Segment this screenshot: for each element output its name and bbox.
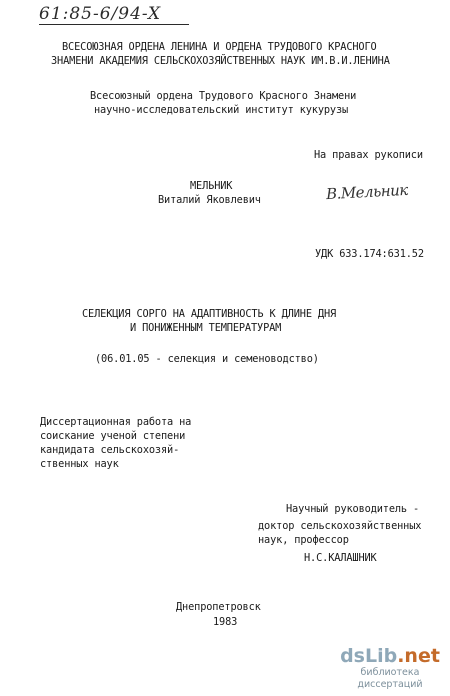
specialty-code: (06.01.05 - селекция и семеноводство)	[95, 353, 319, 365]
title-line-1: СЕЛЕКЦИЯ СОРГО НА АДАПТИВНОСТЬ К ДЛИНЕ ДНЯ	[82, 308, 337, 320]
author-surname: МЕЛЬНИК	[190, 180, 233, 192]
header-line-2: ЗНАМЕНИ АКАДЕМИЯ СЕЛЬСКОХОЗЯЙСТВЕННЫХ НАУК ИМ.В.И.ЛЕНИНА	[51, 55, 390, 67]
archive-code-underline	[39, 24, 189, 25]
author-signature: В.Мельник	[325, 180, 409, 204]
dissertation-line-2: соискание ученой степени	[40, 430, 186, 442]
dissertation-line-1: Диссертационная работа на	[40, 416, 192, 428]
dissertation-line-4: ственных наук	[40, 458, 119, 470]
site-watermark	[340, 645, 440, 691]
supervisor-name: Н.С.КАЛАШНИК	[304, 552, 377, 564]
watermark-logo-prefix: dsLib	[340, 645, 398, 667]
dissertation-line-3: кандидата сельскохозяй-	[40, 444, 180, 456]
watermark-logo	[340, 645, 440, 667]
supervisor-line-2: доктор сельскохозяйственных	[258, 520, 422, 532]
title-line-2: И ПОНИЖЕННЫМ ТЕМПЕРАТУРАМ	[130, 322, 282, 334]
watermark-logo-suffix: .net	[397, 645, 440, 667]
watermark-subtitle: библиотека диссертаций	[357, 667, 423, 690]
year: 1983	[213, 616, 238, 628]
author-name: Виталий Яковлевич	[158, 194, 261, 206]
handwritten-archive-code: 61:85-6/94-X	[39, 4, 162, 24]
institute-line-2: научно-исследовательский институт кукурузы	[94, 104, 349, 116]
header-line-1: ВСЕСОЮЗНАЯ ОРДЕНА ЛЕНИНА И ОРДЕНА ТРУДОВОГО КРАСНОГО	[62, 41, 377, 53]
manuscript-note: На правах рукописи	[314, 149, 423, 161]
institute-line-1: Всесоюзный ордена Трудового Красного Знамени	[90, 90, 357, 102]
supervisor-line-1: Научный руководитель -	[286, 503, 420, 515]
city: Днепропетровск	[176, 601, 261, 613]
udc-code: УДК 633.174:631.52	[315, 248, 424, 260]
supervisor-line-3: наук, профессор	[258, 534, 349, 546]
